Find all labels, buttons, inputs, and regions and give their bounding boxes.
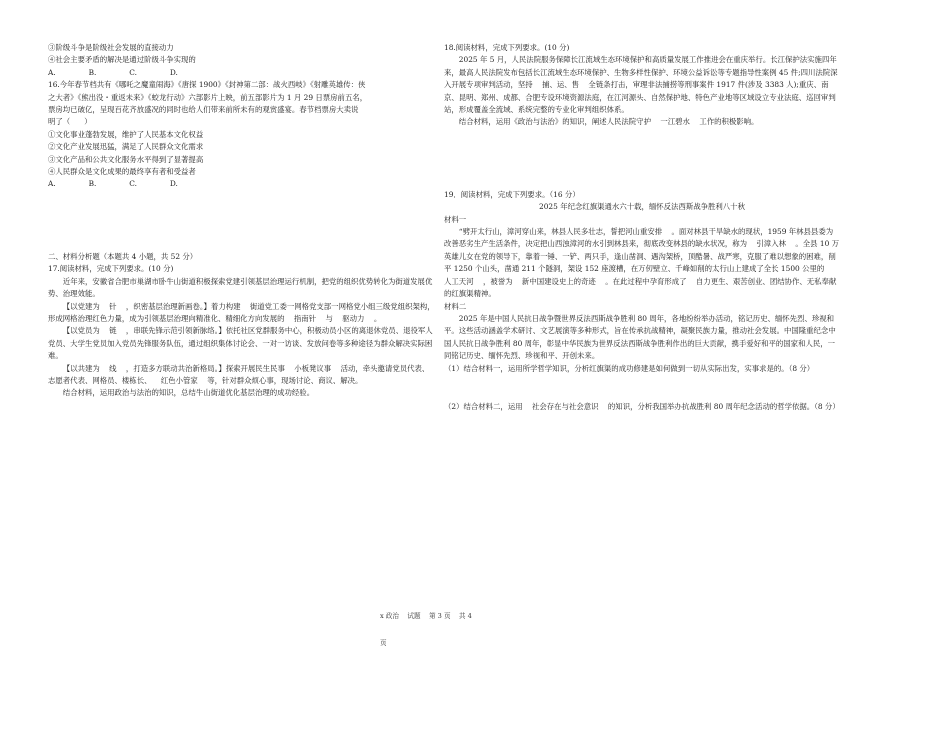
q15-choices: A. B. C. D. [48, 67, 178, 77]
right-column [444, 42, 846, 413]
q17-intro: 近年来，安徽省合肥市巢湖市卧牛山街道积极探索党建引领基层治理运行机制，把党的组织优势转化为街道发展优势、治理效能。 [48, 276, 433, 299]
q16-option: ①文化事业蓬勃发展，维护了人民基本文化权益 [48, 129, 204, 139]
footer-text: x 政治 试题 第 3 页 共 4 [380, 612, 472, 620]
q17-title: 17.阅读材料，完成下列要求。(10 分) [48, 264, 174, 274]
left-column [48, 42, 436, 400]
q16-stem-line: 之大者》《熊出没・重返未来》《蛟龙行动》六部影片上映，前五部影片为 1 月 29 日票房前五名， [48, 92, 368, 102]
q17-paragraph: 【以共建为 线 ，打造多方联动共治新格局。】探索开展民生民事 小板凳议事 活动，牵头邀请党员代表、志愿者代表、网格员、楼栋长、 红色小管家 等，针对群众烦心事，现场讨论、商议、解决。 [48, 363, 430, 385]
q16-option: ④人民群众是文化成果的最终享有者和受益者 [48, 167, 196, 177]
material-2-text: 2025 年是中国人民抗日战争暨世界反法西斯战争胜利 80 周年，各地纷纷举办活动，铭记历史、缅怀先烈、珍视和平。这些活动涵盖学术研讨、文艺展演等多种形式，旨在传承抗战精神，凝聚民族力量，推动社会发展。中国隆重纪念中国人民抗日战争胜利 80 周年，彰显中华民族为世界反法西斯战争胜利作出的巨大贡献，携手爱好和平的国家和人民，一同铭记历史、缅怀先烈、珍视和平、开创未来。 [444, 313, 836, 361]
q18-title: 18.阅读材料，完成下列要求。(10 分) [444, 43, 570, 52]
q16-choices: A. B. C. D. [48, 179, 178, 189]
q18-question: 结合材料，运用《政治与法治》的知识，阐述人民法院守护 一江碧水 工作的积极影响。 [458, 117, 759, 127]
q15-option-3: ③阶级斗争是阶级社会发展的直接动力 [48, 43, 174, 52]
page-footer [380, 594, 560, 657]
q16-option: ③文化产品和公共文化服务水平得到了显著提高 [48, 154, 204, 164]
q15-option-4: ④社会主要矛盾的解决是通过阶级斗争实现的 [48, 55, 196, 65]
footer-text-wrap: 页 [380, 639, 387, 647]
material-1-label: 材料一 [444, 214, 467, 224]
section-2-title: 二、材料分析题（本题共 4 小题，共 52 分） [48, 251, 198, 261]
q19-subquestion-2: （2）结合材料二，运用 社会存在与社会意识 的知识，分析我国举办抗战胜利 80 周年纪念活动的哲学依据。（8 分） [444, 401, 840, 411]
q19-title: 19．阅读材料，完成下列要求。（16 分） [444, 189, 580, 199]
q17-paragraph: 【以党建为 针 ，织密基层治理新画卷。】着力构建 街道党工委一网格党支部一网格党小组三级党组织架构，形成网格治理红色力量，成为引领基层治理向精准化、精细化方向发展的 指南针 与 驱动力 。 [48, 301, 435, 323]
material-2-label: 材料二 [444, 301, 467, 311]
q16-stem-line: 明了（ ） [48, 117, 92, 127]
q19-heading: 2025 年纪念红旗渠通水六十载，缅怀反法西斯战争胜利八十秋 [539, 202, 745, 212]
q16-stem-line: 票房均已破亿，呈现百花齐放盛况的同时也给人们带来前所未有的观赏盛宴。春节档票房大卖说 [48, 105, 359, 115]
q16-stem-line: 16.今年春节档共有《哪吒之魔童闹海》《唐探 1900》《封神第二部：战火西岐》《射雕英雄传：侠 [48, 80, 366, 90]
q17-question: 结合材料，运用政治与法治的知识，总结牛山街道优化基层治理的成功经验。 [62, 388, 315, 398]
q16-option: ②文化产业发展迅猛，满足了人民群众文化需求 [48, 142, 204, 152]
q18-material: 2025 年 5 月，人民法院服务保障长江流域生态环境保护和高质量发展工作推进会在重庆举行。长江保护法实施四年来，最高人民法院发布包括长江流域生态环境保护、生物多样性保护、环境公益诉讼等专题指导性案例 45 件;四川法院深入开展专项审判活动，坚持 捕、运、售 全链条打击，审理非法捕捞等刑事案件 1917 件(涉及 3383 人);重庆、南京、昆明、郑州、成都、合肥专设环境资源法庭，在江河源头、自然保护地、特色产业地等区域设立专业法庭、巡回审判站，形成覆盖全流域、系统完整的专业化审判组织体系。 [444, 55, 838, 115]
q19-subquestion-1: （1）结合材料一，运用所学哲学知识，分析红旗渠的成功修建是如何做到一切从实际出发，实事求是的。（8 分） [444, 363, 815, 373]
q17-paragraph: 【以党员为 链 ，串联先锋示范引领新脉络。】依托社区党群服务中心，积极动员小区的离退休党员、退役军人党员、大学生党员加入党员先锋服务队伍，通过组织集体讨论会、一对一访谈、发放问卷等多种途径为群众解决实际困难。 [48, 326, 433, 361]
material-1-text: “劈开太行山，漳河穿山来，林县人民多壮志，誓把河山重安排 。面对林县干旱缺水的现状，1959 年林县县委为改善恶劣生产生活条件，决定把山西浊漳河的水引到林县来，彻底改变林县的缺水状况，称为 引漳入林 。全县 10 万英雄儿女在党的领导下，靠着一锤、一铲、两只手，逢山凿洞、遇沟架桥，顶酷暑、战严寒，克服了难以想象的困难，削平 1250 个山头，凿通 211 个隧洞，架设 152 座渡槽，在万仞壁立、千峰如削的太行山上建成了全长 1500 公里的 人工天河 ，被誉为 新中国建设史上的奇迹 。在此过程中孕育形成了 自力更生、艰苦创业、团结协作、无私奉献 的红旗渠精神。 [444, 227, 846, 299]
